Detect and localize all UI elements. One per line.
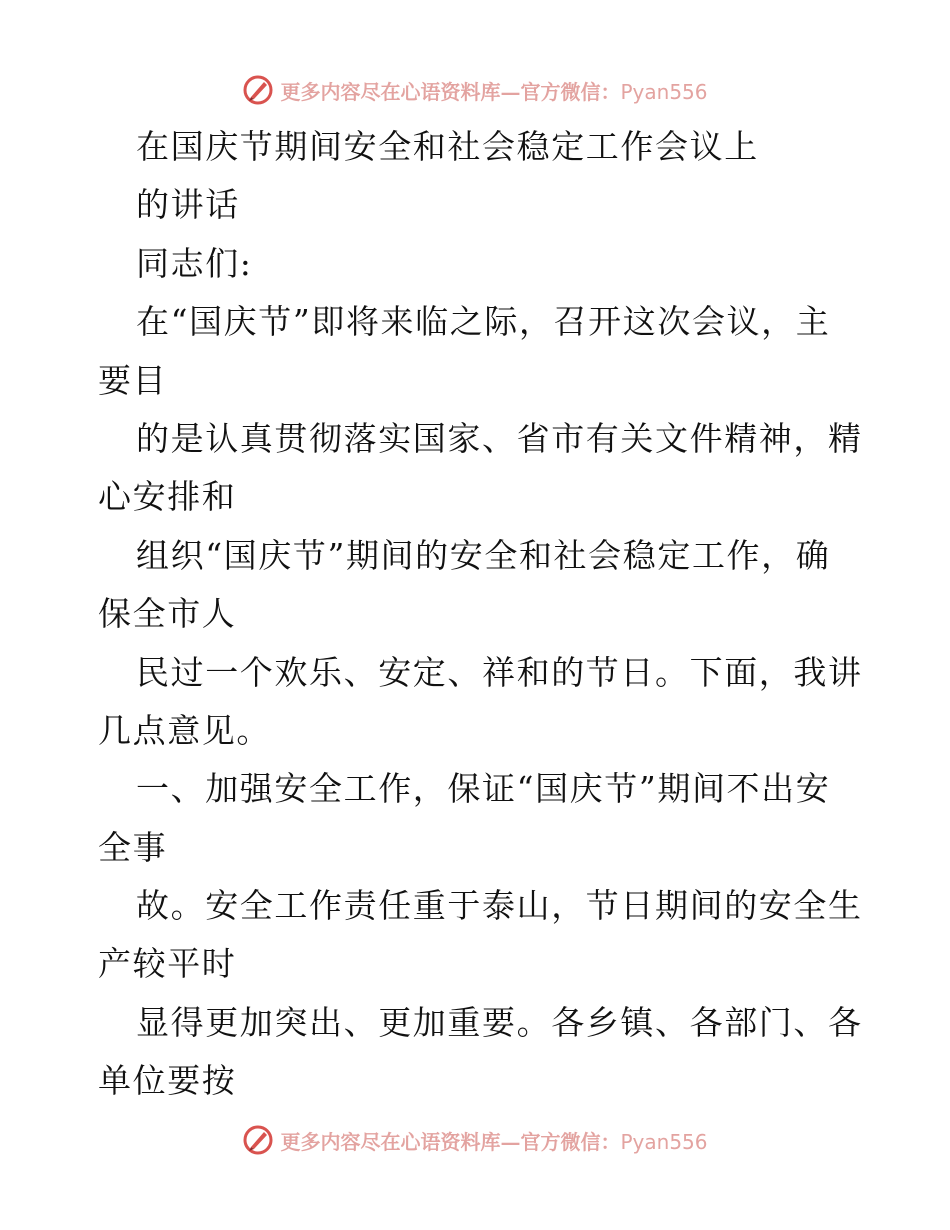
text-line: 组织“国庆节”期间的安全和社会稳定工作，确 <box>136 535 831 575</box>
quill-logo-icon <box>242 1124 274 1156</box>
watermark-header <box>0 70 950 110</box>
text-line: 一、加强安全工作，保证“国庆节”期间不出安 <box>136 769 831 809</box>
text-line: 显得更加突出、更加重要。各乡镇、各部门、各 <box>136 1002 863 1042</box>
watermark-footer <box>0 1120 950 1160</box>
quill-logo-icon <box>242 74 274 106</box>
watermark-text: 更多内容尽在心语资料库—官方微信：Pyan556 <box>280 79 708 104</box>
text-line: 的是认真贯彻落实国家、省市有关文件精神，精 <box>136 418 863 458</box>
text-line: 产较平时 <box>98 944 237 984</box>
text-line: 在国庆节期间安全和社会稳定工作会议上 <box>136 127 759 166</box>
text-line: 保全市人 <box>98 594 237 634</box>
watermark-text: 更多内容尽在心语资料库—官方微信：Pyan556 <box>280 1129 708 1154</box>
text-line: 在“国庆节”即将来临之际，召开这次会议，主 <box>136 302 831 342</box>
text-line: 全事 <box>98 827 168 867</box>
text-line: 几点意见。 <box>98 710 271 750</box>
text-line: 单位要按 <box>98 1061 237 1101</box>
text-line: 故。安全工作责任重于泰山，节日期间的安全生 <box>136 886 863 926</box>
text-line: 的讲话 <box>136 185 240 225</box>
text-line: 民过一个欢乐、安定、祥和的节日。下面，我讲 <box>136 652 863 692</box>
document-body <box>98 118 863 1111</box>
text-line: 同志们: <box>136 243 253 283</box>
text-line: 心安排和 <box>98 477 237 517</box>
text-line: 要目 <box>98 360 168 400</box>
